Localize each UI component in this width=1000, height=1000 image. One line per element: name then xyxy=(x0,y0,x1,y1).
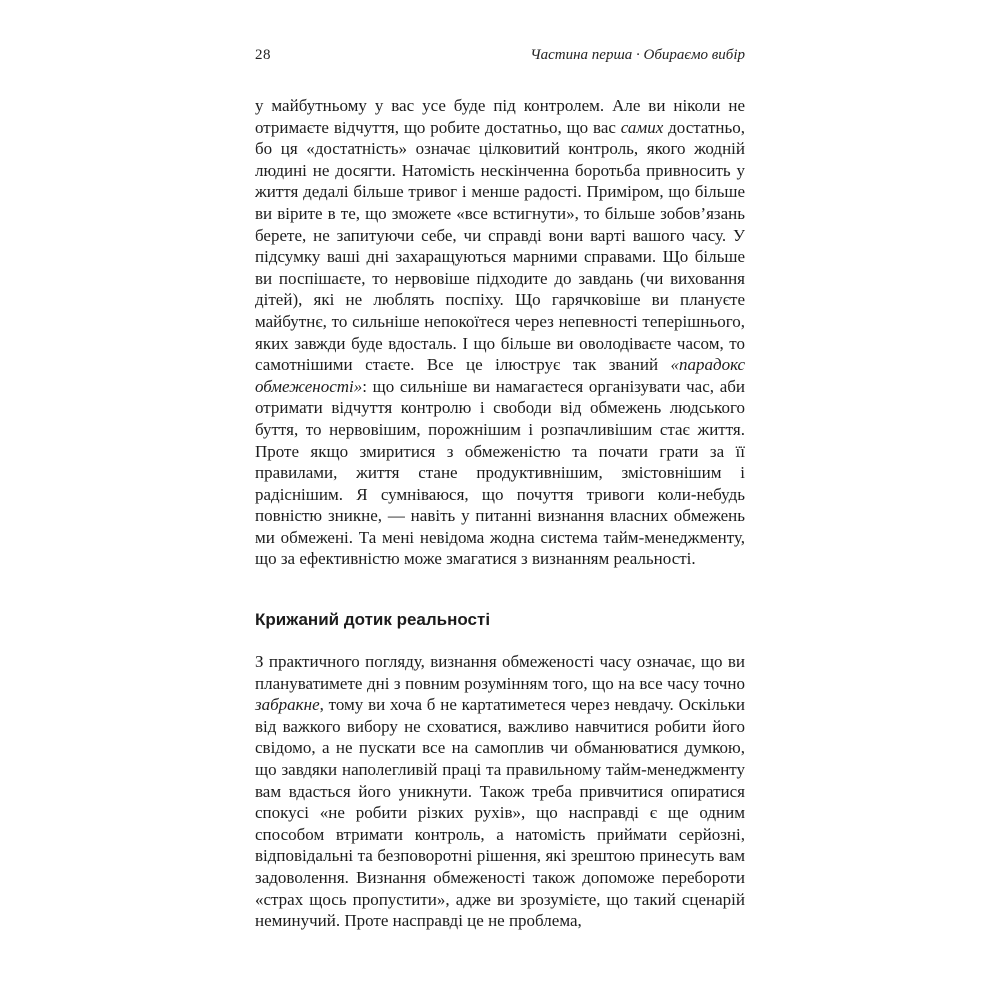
page-header xyxy=(255,46,745,65)
text-block xyxy=(255,95,745,932)
running-title: Частина перша · Обираємо вибір xyxy=(530,47,745,63)
section-heading: Крижаний дотик реальності xyxy=(255,610,491,630)
page-number: 28 xyxy=(255,47,271,63)
body-paragraph-1: у майбутньому у вас усе буде під контролем. Але ви ніколи не отримаєте відчуття, що робите достатньо, що вас самих достатньо, бо ця «достатність» означає цілковитий контроль, якого жодній людині не досягти. Натомість нескінченна боротьба привносить у життя дедалі більше тривог і менше радості. Приміром, що більше ви вірите в те, що зможете «все встигнути», то більше зобов’язань берете, не запитуючи себе, чи справді вони варті вашого часу. У підсумку ваші дні захаращуються марними справами. Що більше ви поспішаєте, то нервовіше підходите до завдань (чи виховання дітей), які не люблять поспіху. Що гарячковіше ви плануєте майбутнє, то сильніше непокоїтеся через непевності теперішнього, яких завжди буде вдосталь. І що більше ви оволодіваєте часом, то самотнішими стаєте. Все це ілюструє так званий «парадокс обмеженості»: що сильніше ви намагаєтеся організувати час, аби отримати відчуття контролю і свободи від обмежень людського буття, то нервовішим, порожнішим і розпачливішим стає життя. Проте якщо змиритися з обмеженістю та почати грати за її правилами, життя стане продуктивнішим, змістовнішим і радіснішим. Я сумніваюся, що почуття тривоги коли-небудь повністю зникне, — навіть у питанні визнання власних обмежень ми обмежені. Та мені невідома жодна система тайм-менеджменту, що за ефективністю може змагатися з визнанням реальності. xyxy=(255,96,746,569)
body-paragraph-2: З практичного погляду, визнання обмеженості часу означає, що ви плануватимете дні з повним розумінням того, що на все часу точно забракне, тому ви хоча б не картатиметеся через невдачу. Оскільки від важкого вибору не сховатися, важливо навчитися робити його свідомо, а не пускати все на самоплив чи обманюватися думкою, що завдяки наполегливій праці та правильному тайм-менеджменту вам вдасться його уникнути. Також треба привчитися опиратися спокусі «не робити різких рухів», що насправді є ще одним способом втримати контроль, а натомість приймати серйозні, відповідальні та безповоротні рішення, які зрештою принесуть вам задоволення. Визнання обмеженості також допоможе перебороти «страх щось пропустити», адже ви зрозумієте, що такий сценарій неминучий. Проте насправді це не проблема, xyxy=(255,652,745,931)
